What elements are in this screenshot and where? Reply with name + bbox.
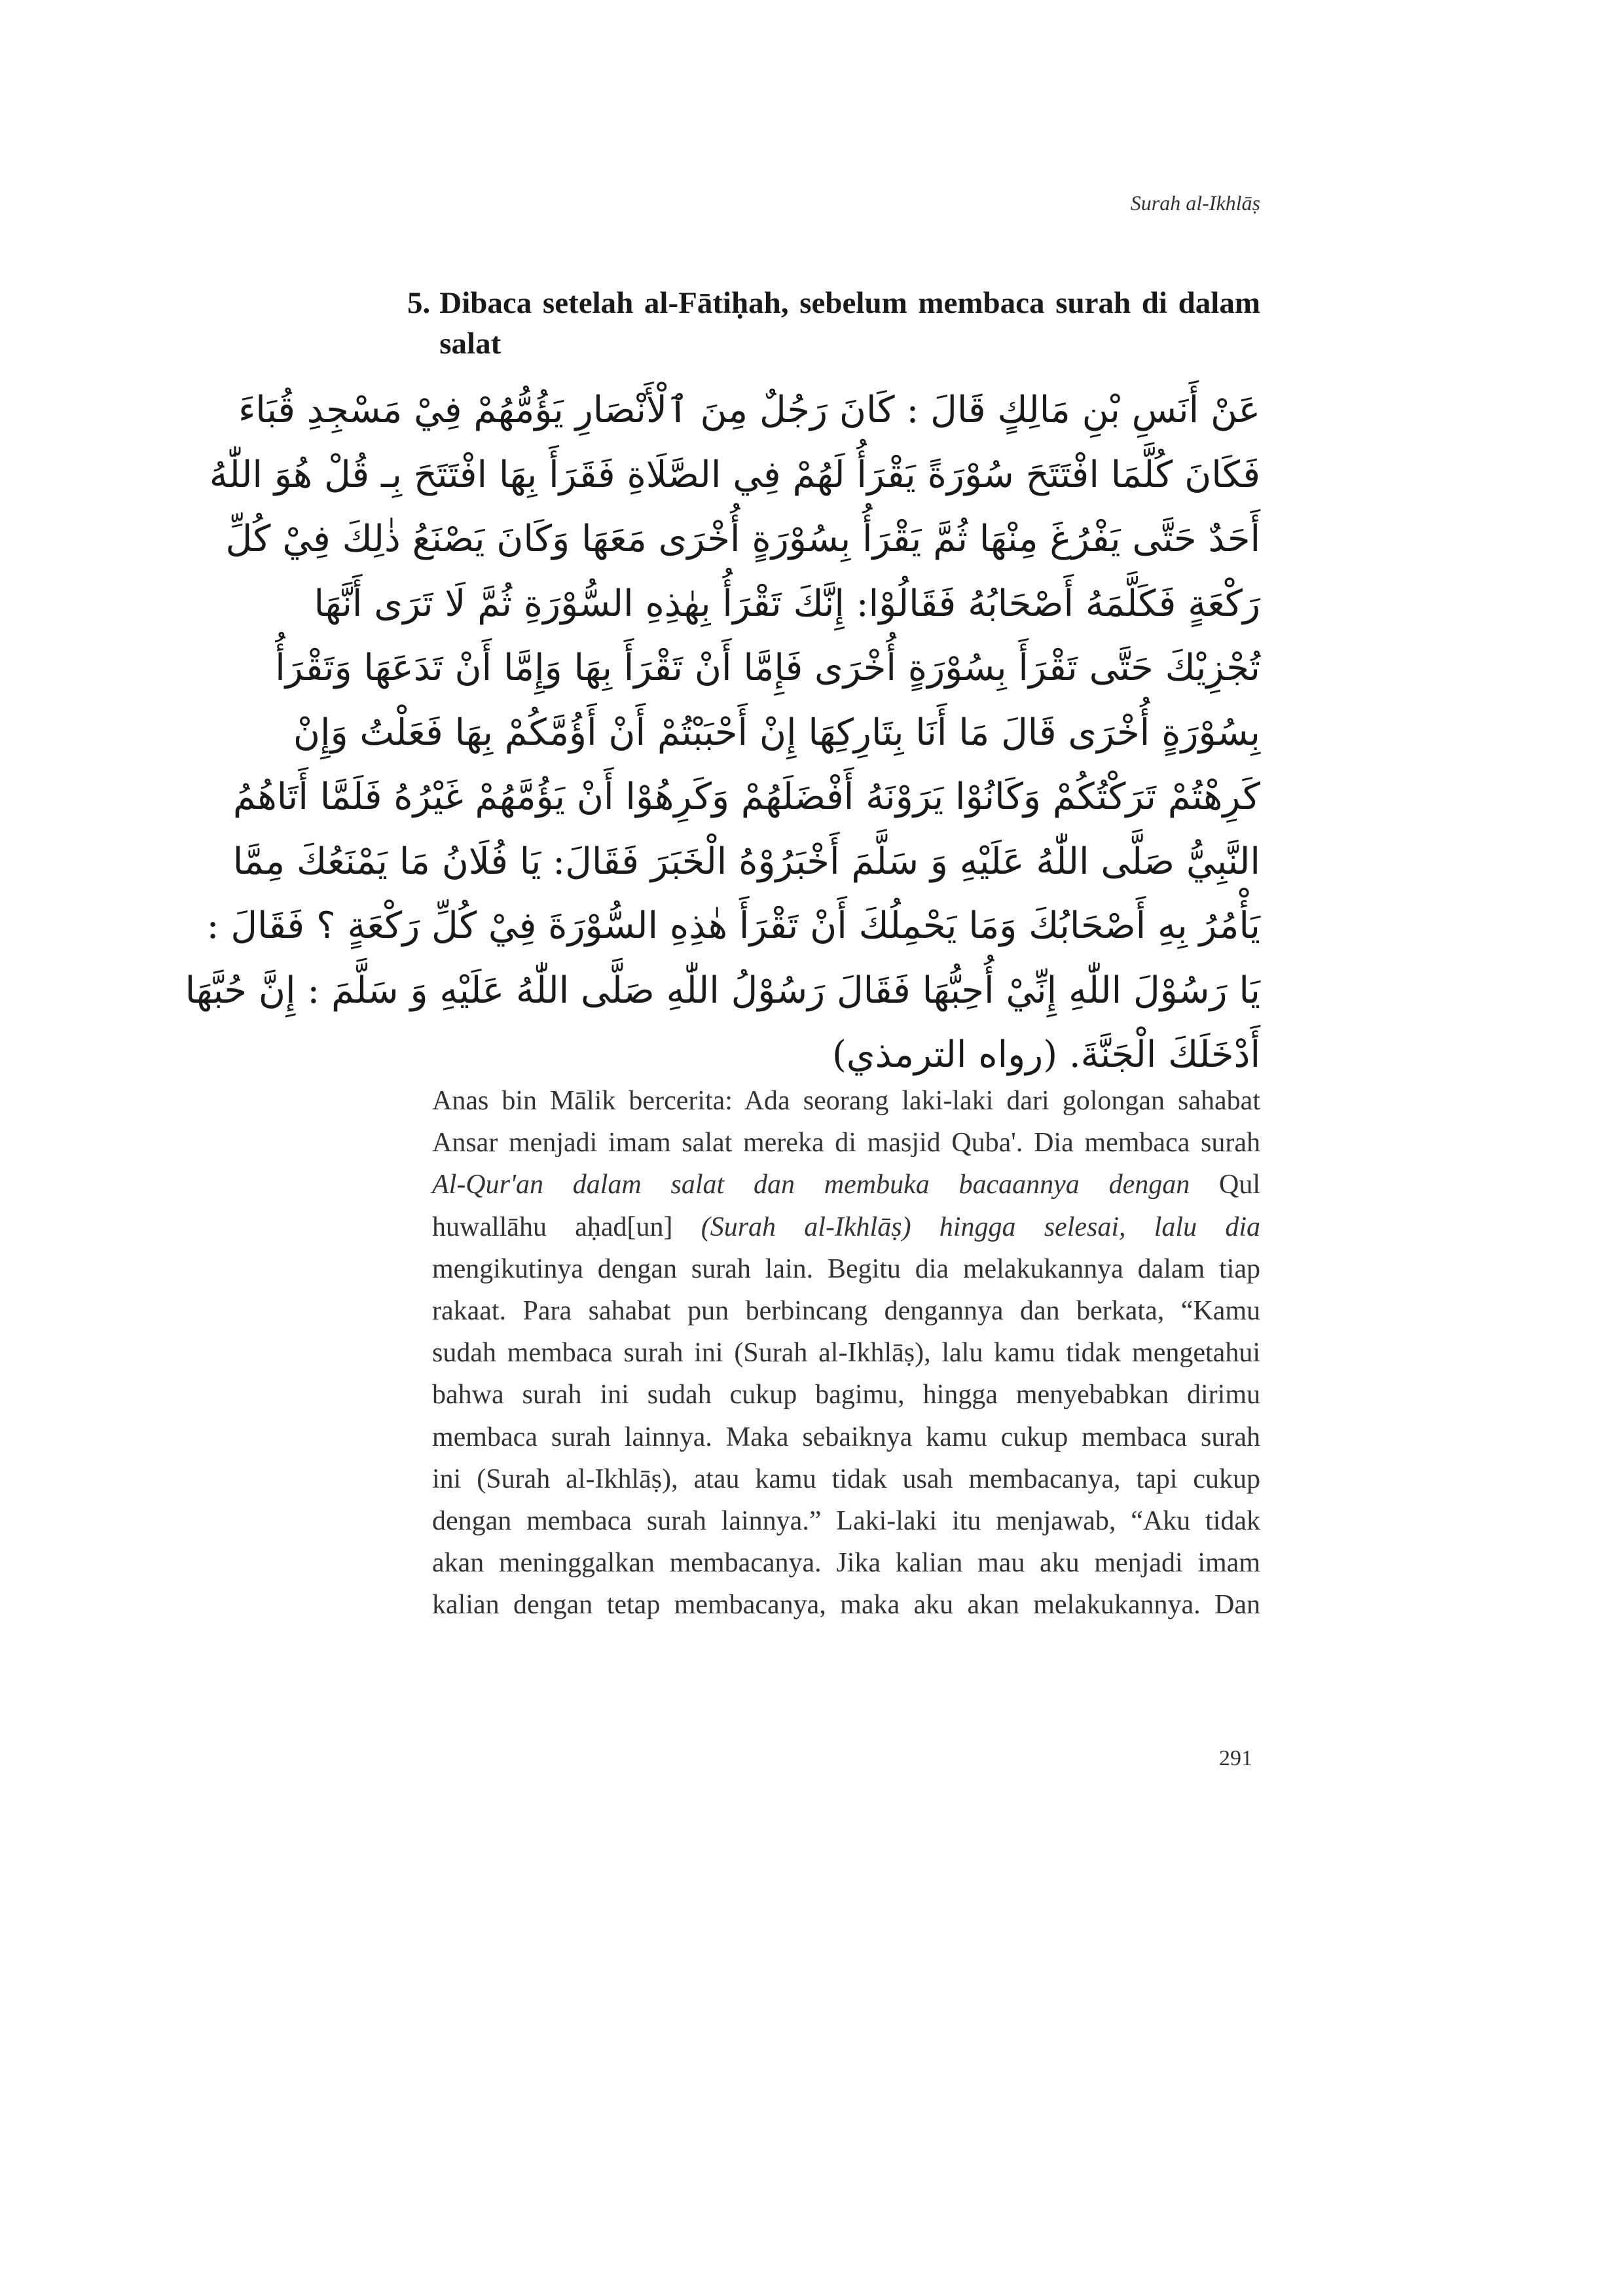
- translation-line: [432, 1164, 1260, 1206]
- section-heading: [407, 283, 1260, 364]
- translation-line: rakaat. Para sahabat pun berbincang dengannya dan berkata, “Kamu: [432, 1296, 1260, 1327]
- translation-line: bahwa surah ini sudah cukup bagimu, hingga menyebabkan dirimu: [432, 1380, 1260, 1410]
- arabic-line: رَكْعَةٍ فَكَلَّمَهُ أَصْحَابُهُ فَقَالُوْا: إِنَّكَ تَقْرَأُ بِهٰذِهِ السُّوْرَةِ ثُمَّ لَا تَرَى أَنَّهَا: [314, 582, 1260, 625]
- transliteration-qul: Qul: [1219, 1170, 1260, 1200]
- translation-line: kalian dengan tetap membacanya, maka aku akan melakukannya. Dan: [432, 1590, 1260, 1621]
- arabic-line: عَنْ أَنَسِ بْنِ مَالِكٍ قَالَ : كَانَ رَجُلٌ مِنَ ٱلْأَنْصَارِ يَؤُمُّهُمْ فِيْ مَسْجِدِ قُبَاءَ: [238, 389, 1260, 431]
- section-title: Dibaca setelah al-Fātiḥah, sebelum membaca surah di dalam salat: [439, 286, 1260, 361]
- translation-line: Anas bin Mālik bercerita: Ada seorang laki-laki dari golongan sahabat: [432, 1086, 1260, 1116]
- arabic-line: كَرِهْتُمْ تَرَكْتُكُمْ وَكَانُوْا يَرَوْنَهُ أَفْضَلَهُمْ وَكَرِهُوْا أَنْ يَؤُمَّهُمْ غَيْرُهُ فَلَمَّا أَتَاهُمُ: [232, 776, 1260, 818]
- translation-line: mengikutinya dengan surah lain. Begitu dia melakukannya dalam tiap: [432, 1253, 1260, 1284]
- arabic-line: النَّبِيُّ صَلَّى اللّٰهُ عَلَيْهِ وَ سَلَّمَ أَخْبَرُوْهُ الْخَبَرَ فَقَالَ: يَا فُلَانُ مَا يَمْنَعُكَ مِمَّا: [232, 840, 1260, 883]
- translation-line-text: Al-Qur'an dalam salat dan membuka bacaannya dengan: [432, 1170, 1190, 1200]
- arabic-line: أَحَدٌ حَتَّى يَفْرُغَ مِنْهَا ثُمَّ يَقْرَأُ بِسُوْرَةٍ أُخْرَى مَعَهَا وَكَانَ يَصْنَعُ ذٰلِكَ فِيْ كُلِّ: [225, 518, 1260, 560]
- arabic-line: يَأْمُرُ بِهِ أَصْحَابُكَ وَمَا يَحْمِلُكَ أَنْ تَقْرَأَ هٰذِهِ السُّوْرَةَ فِيْ كُلِّ رَكْعَةٍ ؟ فَقَالَ :: [206, 905, 1260, 947]
- arabic-line: بِسُوْرَةٍ أُخْرَى قَالَ مَا أَنَا بِتَارِكِهَا إِنْ أَحْبَبْتُمْ أَنْ أَؤُمَّكُمْ بِهَا فَعَلْتُ وَإِنْ: [293, 711, 1260, 754]
- translation-paragraph: [432, 1080, 1260, 1626]
- translation-line: membaca surah lainnya. Maka sebaiknya kamu cukup membaca surah: [432, 1422, 1260, 1452]
- translation-line: Ansar menjadi imam salat mereka di masjid Quba'. Dia membaca surah: [432, 1128, 1260, 1158]
- hadith-arabic-text: [185, 378, 1260, 1088]
- arabic-line: تُجْزِيْكَ حَتَّى تَقْرَأَ بِسُوْرَةٍ أُخْرَى فَإِمَّا أَنْ تَقْرَأَ بِهَا وَإِمَّا أَنْ تَدَعَهَا وَتَقْرَأُ: [275, 647, 1260, 689]
- arabic-line-source: أَدْخَلَكَ الْجَنَّةَ. (رواه الترمذي): [831, 1033, 1260, 1076]
- translation-line: akan meninggalkan membacanya. Jika kalian mau aku menjadi imam: [432, 1548, 1260, 1579]
- running-header-title: Surah al-Ikhlāṣ: [1130, 191, 1260, 215]
- translation-line: [432, 1206, 1260, 1248]
- section-number: 5.: [407, 286, 431, 320]
- transliteration-huwallahu: huwallāhu aḥad[un]: [432, 1211, 673, 1242]
- translation-line: ini (Surah al-Ikhlāṣ), atau kamu tidak usah membacanya, tapi cukup: [432, 1463, 1260, 1494]
- arabic-line: يَا رَسُوْلَ اللّٰهِ إِنِّيْ أُحِبُّهَا فَقَالَ رَسُوْلُ اللّٰهِ صَلَّى اللّٰهُ عَلَيْهِ وَ سَلَّمَ : إِنَّ حُبَّهَا: [185, 969, 1260, 1012]
- translation-line: sudah membaca surah ini (Surah al-Ikhlāṣ), lalu kamu tidak mengetahui: [432, 1338, 1260, 1369]
- translation-line: dengan membaca surah lainnya.” Laki-laki itu menjawab, “Aku tidak: [432, 1506, 1260, 1537]
- translation-line-text: (Surah al-Ikhlāṣ) hingga selesai, lalu dia: [701, 1211, 1260, 1242]
- arabic-line: فَكَانَ كُلَّمَا افْتَتَحَ سُوْرَةً يَقْرَأُ لَهُمْ فِي الصَّلَاةِ فَقَرَأَ بِهَا افْتَتَحَ بِـ قُلْ هُوَ اللّٰهُ: [209, 453, 1260, 496]
- page-number: 291: [1219, 1746, 1252, 1770]
